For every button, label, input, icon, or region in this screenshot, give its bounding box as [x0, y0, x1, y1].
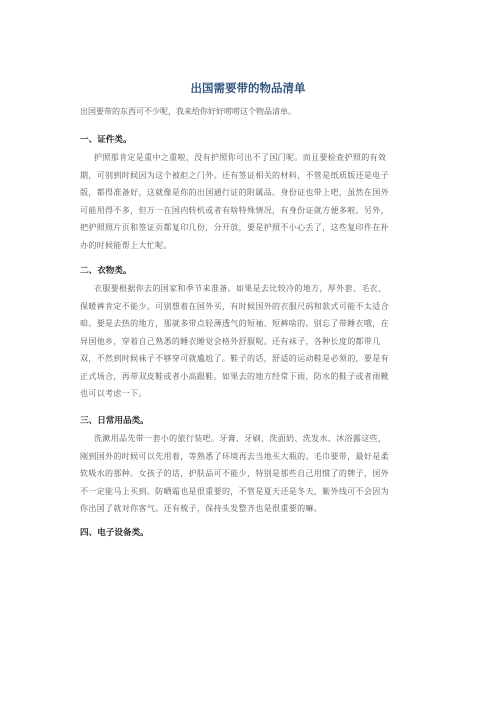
section-heading-daily-items: 三、日常用品类。 [80, 416, 149, 426]
paragraph-line: 把护照照片页和签证页都复印几份，分开放，要是护照不小心丢了，这些复印件在补 [80, 223, 389, 232]
paragraph-line: 也可以考虑一下。 [80, 389, 147, 398]
paragraph-line: 保暖裤肯定不能少。可别想着在国外买，有时候国外的衣服尺码和款式可能不太适合 [80, 301, 389, 311]
document-title: 出国需要带的物品清单 [190, 81, 306, 95]
paragraph-line: 办的时候能帮上大忙呢。 [80, 240, 172, 250]
paragraph-line: 你出国了就对你客气。还有梳子，保持头发整齐也是很重要的嘛。 [80, 504, 323, 513]
paragraph-line: 衣服要根据你去的国家和季节来准备。如果是去比较冷的地方，厚外套、毛衣、 [94, 284, 387, 293]
paragraph-line: 软吸水的那种。女孩子的话，护肤品可不能少，特别是那些自己用惯了的牌子，国外 [80, 469, 389, 478]
paragraph-line: 异国他乡，穿着自己熟悉的睡衣睡觉会格外舒服呢。还有袜子，各种长度的都带几 [80, 336, 381, 346]
paragraph-line: 双，不然到时候袜子不够穿可就尴尬了。鞋子的话，舒适的运动鞋是必须的，要是有 [80, 354, 389, 363]
section-heading-electronics: 四、电子设备类。 [80, 528, 149, 538]
paragraph-line: 洗漱用品先带一套小的旅行装吧。牙膏、牙刷、洗面奶、洗发水、沐浴露这些， [94, 434, 387, 443]
paragraph-line: 咱。要是去热的地方，那就多带点轻薄透气的短袖、短裤啥的。别忘了带睡衣哦，在 [80, 319, 389, 328]
section-body-daily-items [80, 430, 416, 518]
paragraph-line: 版，都得准备好，这就像是你的出国通行证的附属品。身份证也带上吧，虽然在国外 [80, 188, 389, 197]
section-body-documents [80, 149, 416, 254]
section-heading-documents: 一、证件类。 [80, 135, 132, 145]
section-body-clothing [80, 280, 416, 403]
paragraph-line: 刚到国外的时候可以先用着，等熟悉了环境再去当地买大瓶的。毛巾要带，最好是柔 [80, 451, 389, 461]
paragraph-line: 护照那肯定是重中之重啦，没有护照你可出不了国门呢。而且要检查护照的有效 [94, 153, 387, 162]
paragraph-line: 不一定能马上买到。防晒霜也是很重要的，不管是夏天还是冬天，紫外线可不会因为 [80, 486, 389, 496]
paragraph-line: 正式场合，再带双皮鞋或者小高跟鞋。如果去的地方经常下雨，防水的鞋子或者雨靴 [80, 371, 389, 381]
paragraph-line: 可能用得不多，但万一在国内转机或者有啥特殊情况，有身份证就方便多啦。另外， [80, 205, 389, 215]
paragraph-line: 期，可别到时候因为这个被拒之门外。还有签证相关的材料，不管是纸质版还是电子 [80, 170, 389, 180]
section-heading-clothing: 二、衣物类。 [80, 266, 132, 276]
intro-paragraph: 出国要带的东西可不少呢，我来给你好好唠唠这个物品清单。 [80, 107, 296, 116]
